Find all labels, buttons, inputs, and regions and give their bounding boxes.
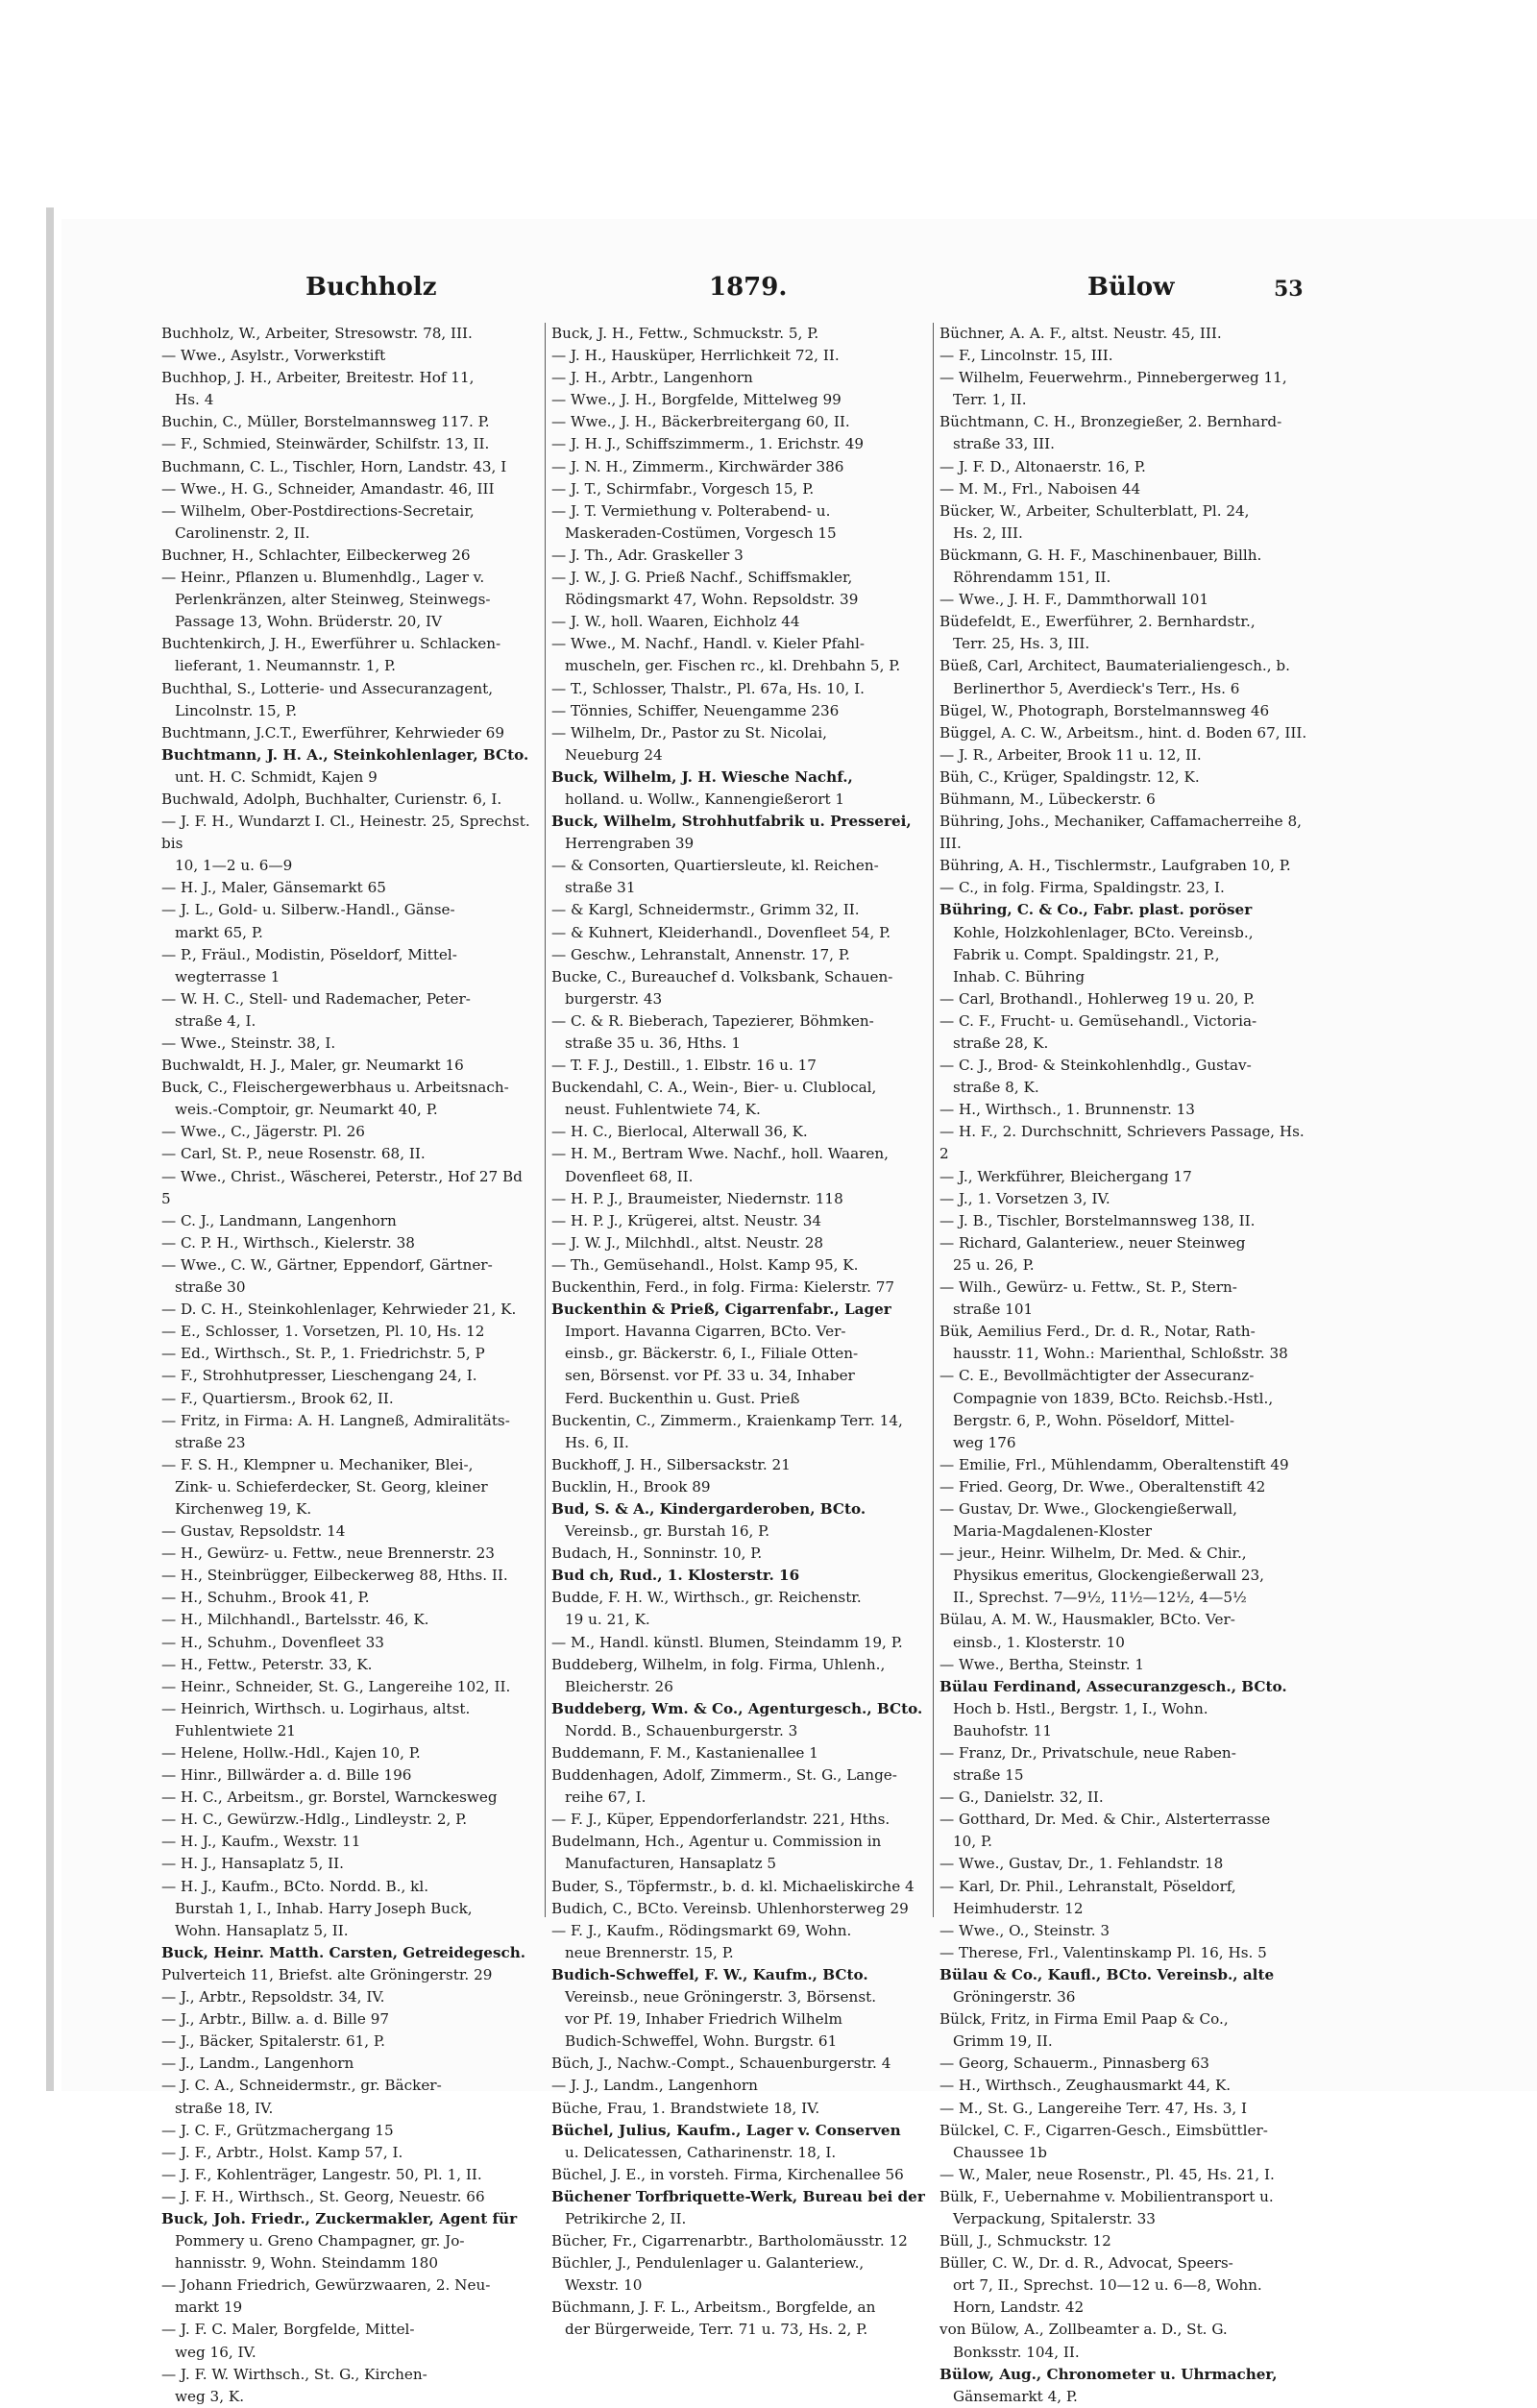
entry-continuation-line: Heimhuderstr. 12 [953,1899,1084,1917]
directory-entry: von Bülow, A., Zollbeamter a. D., St. G. [939,2321,1228,2339]
directory-entry: Büller, C. W., Dr. d. R., Advocat, Speers- [939,2254,1233,2273]
directory-entry: Büchtmann, C. H., Bronzegießer, 2. Bernhard- [939,413,1282,431]
directory-entry: — Wwe., J. H., Bäckerbreitergang 60, II. [551,413,850,431]
directory-column-2 [551,323,926,2339]
entry-continuation-line: Wohn. Hansaplatz 5, II. [175,1921,349,1939]
directory-entry: Bud, S. & A., Kindergarderoben, BCto. [551,1499,866,1518]
directory-entry: Büeß, Carl, Architect, Baumaterialiengesch., b. [939,657,1290,675]
entry-continuation-line: straße 35 u. 36, Hths. 1 [565,1034,741,1052]
directory-entry: — M. M., Frl., Naboisen 44 [939,479,1141,498]
directory-entry: Buddeberg, Wm. & Co., Agenturgesch., BCto. [551,1699,923,1717]
entry-continuation-line: Hs. 4 [175,391,214,409]
entry-continuation-line: Fuhlentwiete 21 [175,1721,296,1739]
directory-entry: — Wwe., C., Jägerstr. Pl. 26 [161,1123,365,1141]
directory-entry: Büll, J., Schmuckstr. 12 [939,2232,1111,2250]
directory-entry: — J. Th., Adr. Graskeller 3 [551,546,744,564]
directory-entry: — T., Schlosser, Thalstr., Pl. 67a, Hs. 10, I. [551,679,865,697]
directory-entry: Büh, C., Krüger, Spaldingstr. 12, K. [939,767,1200,786]
directory-entry: Büche, Frau, 1. Brandstwiete 18, IV. [551,2099,820,2117]
directory-entry: Buckhoff, J. H., Silbersackstr. 21 [551,1455,791,1473]
entry-continuation-line: Ferd. Buckenthin u. Gust. Prieß [565,1389,800,1407]
directory-entry: — D. C. H., Steinkohlenlager, Kehrwieder 21, K. [161,1301,517,1319]
directory-entry: — Therese, Frl., Valentinskamp Pl. 16, Hs. 5 [939,1943,1267,1961]
entry-continuation-line: Hoch b. Hstl., Bergstr. 1, I., Wohn. [953,1699,1208,1717]
directory-entry: Buddemann, F. M., Kastanienallee 1 [551,1744,818,1762]
entry-continuation-line: 25 u. 26, P. [953,1255,1035,1274]
directory-entry: — F., Quartiersm., Brook 62, II. [161,1389,394,1407]
directory-entry: — J. F. H., Wirthsch., St. Georg, Neuestr. 66 [161,2187,485,2205]
header-right-catchword: Bülow [1087,273,1175,302]
directory-entry: — J. W., holl. Waaren, Eichholz 44 [551,613,800,631]
directory-entry: Bucke, C., Bureauchef d. Volksbank, Schauen- [551,967,893,985]
directory-entry: — H. J., Kaufm., BCto. Nordd. B., kl. [161,1877,429,1895]
directory-entry: — J. H. J., Schiffszimmerm., 1. Erichstr. 49 [551,435,865,453]
column-divider [545,323,546,1917]
entry-continuation-line: Neueburg 24 [565,745,663,764]
entry-continuation-line: Budich-Schweffel, Wohn. Burgstr. 61 [565,2032,838,2051]
header-year: 1879. [709,273,788,302]
directory-entry: — C. J., Landmann, Langenhorn [161,1211,397,1229]
directory-entry: — Wwe., J. H. F., Dammthorwall 101 [939,591,1209,609]
directory-entry: Buder, S., Töpfermstr., b. d. kl. Michaeliskirche 4 [551,1877,915,1895]
directory-entry: — Wilhelm, Feuerwehrm., Pinnebergerweg 11, [939,369,1287,387]
entry-continuation-line: u. Delicatessen, Catharinenstr. 18, I. [565,2143,837,2161]
directory-entry: Buck, C., Fleischergewerbhaus u. Arbeitsnach- [161,1079,509,1097]
directory-entry: — C. J., Brod- & Steinkohlenhdlg., Gustav- [939,1057,1252,1075]
entry-continuation-line: Verpackung, Spitalerstr. 33 [953,2209,1156,2227]
directory-entry: Bücher, Fr., Cigarrenarbtr., Bartholomäusstr. 12 [551,2232,908,2250]
directory-entry: Buchtmann, J. H. A., Steinkohlenlager, BCto. [161,745,529,764]
directory-entry: — & Consorten, Quartiersleute, kl. Reichen- [551,857,879,875]
directory-entry: Buck, Wilhelm, Strohhutfabrik u. Presserei, [551,813,912,831]
directory-entry: — Wwe., Gustav, Dr., 1. Fehlandstr. 18 [939,1855,1224,1873]
directory-entry: Büchel, J. E., in vorsteh. Firma, Kirchenallee 56 [551,2165,904,2183]
entry-continuation-line: Wexstr. 10 [565,2276,643,2295]
directory-entry: — J. F., Kohlenträger, Langestr. 50, Pl. 1, II. [161,2165,482,2183]
entry-continuation-line: Manufacturen, Hansaplatz 5 [565,1855,777,1873]
directory-entry: — J., 1. Vorsetzen 3, IV. [939,1189,1110,1207]
directory-entry: — Geschw., Lehranstalt, Annenstr. 17, P. [551,945,850,963]
directory-entry: Büchner, A. A. F., altst. Neustr. 45, III. [939,325,1222,342]
directory-entry: — Wwe., M. Nachf., Handl. v. Kieler Pfahl- [551,635,866,653]
entry-continuation-line: Lincolnstr. 15, P. [175,701,298,719]
entry-continuation-line: Passage 13, Wohn. Brüderstr. 20, IV [175,613,442,631]
entry-continuation-line: Maria-Magdalenen-Kloster [953,1522,1153,1541]
directory-entry: — F. J., Küper, Eppendorferlandstr. 221, Hths. [551,1811,890,1829]
entry-continuation-line: burgerstr. 43 [565,989,663,1008]
directory-entry: Bud ch, Rud., 1. Klosterstr. 16 [551,1567,800,1585]
directory-entry: — Heinr., Schneider, St. G., Langereihe 102, II. [161,1677,511,1695]
entry-continuation-line: einsb., gr. Bäckerstr. 6, I., Filiale Otten- [565,1345,859,1363]
entry-continuation-line: unt. H. C. Schmidt, Kajen 9 [175,767,378,786]
entry-continuation-line: Physikus emeritus, Glockengießerwall 23, [953,1567,1264,1585]
directory-entry: — F. J., Kaufm., Rödingsmarkt 69, Wohn. [551,1921,852,1939]
entry-continuation-line: neust. Fuhlentwiete 74, K. [565,1101,761,1119]
directory-entry: — J., Werkführer, Bleichergang 17 [939,1167,1192,1185]
directory-entry: — H., Schuhm., Brook 41, P. [161,1589,370,1607]
entry-continuation-line: reihe 67, I. [565,1788,647,1807]
directory-entry: Buck, Heinr. Matth. Carsten, Getreidegesch. [161,1943,526,1961]
directory-entry: — Wwe., Asylstr., Vorwerkstift [161,347,386,365]
entry-continuation-line: Compagnie von 1839, BCto. Reichsb.-Hstl., [953,1389,1274,1407]
entry-continuation-line: Bonksstr. 104, II. [953,2343,1080,2361]
directory-entry: — Ed., Wirthsch., St. P., 1. Friedrichstr. 5, P [161,1345,485,1363]
page-header [163,273,1316,321]
directory-entry: — Wwe., Steinstr. 38, I. [161,1034,336,1052]
directory-entry: — J., Landm., Langenhorn [161,2055,354,2073]
directory-entry: Buddeberg, Wilhelm, in folg. Firma, Uhlenh., [551,1655,886,1673]
directory-entry: — Fried. Georg, Dr. Wwe., Oberaltenstift 42 [939,1477,1266,1496]
entry-continuation-line: Burstah 1, I., Inhab. Harry Joseph Buck, [175,1899,473,1917]
entry-continuation-line: holland. u. Wollw., Kannengießerort 1 [565,790,845,808]
directory-entry: — J. C. F., Grützmachergang 15 [161,2121,394,2139]
directory-entry: Buchholz, W., Arbeiter, Stresowstr. 78, III. [161,325,473,342]
entry-continuation-line: Chaussee 1b [953,2143,1048,2161]
directory-entry: — Emilie, Frl., Mühlendamm, Oberaltenstift 49 [939,1455,1289,1473]
directory-entry: — Heinrich, Wirthsch. u. Logirhaus, altst. [161,1699,471,1717]
directory-entry: Bücker, W., Arbeiter, Schulterblatt, Pl. 24, [939,501,1250,520]
directory-entry: — C. & R. Bieberach, Tapezierer, Böhmken- [551,1011,874,1030]
entry-continuation-line: straße 8, K. [953,1079,1039,1097]
directory-entry: Bülau, A. M. W., Hausmakler, BCto. Ver- [939,1611,1235,1629]
directory-entry: Büchener Torfbriquette-Werk, Bureau bei der [551,2187,925,2205]
directory-entry: — H. J., Maler, Gänsemarkt 65 [161,879,386,897]
column-divider [933,323,934,1917]
entry-continuation-line: Grimm 19, II. [953,2032,1053,2051]
directory-entry: Büdefeldt, E., Ewerführer, 2. Bernhardstr., [939,613,1256,631]
directory-entry: — jeur., Heinr. Wilhelm, Dr. Med. & Chir., [939,1545,1247,1563]
directory-entry: — Johann Friedrich, Gewürzwaaren, 2. Neu- [161,2276,491,2295]
directory-entry: — J. F. D., Altonaerstr. 16, P. [939,457,1146,475]
directory-entry: — H. M., Bertram Wwe. Nachf., holl. Waaren, [551,1145,890,1163]
directory-entry: — J. F. W. Wirthsch., St. G., Kirchen- [161,2365,427,2383]
entry-continuation-line: hannisstr. 9, Wohn. Steindamm 180 [175,2254,438,2273]
entry-continuation-line: straße 23 [175,1433,246,1451]
entry-continuation-line: 10, P. [953,1833,992,1851]
directory-entry: — T. F. J., Destill., 1. Elbstr. 16 u. 17 [551,1057,817,1075]
entry-continuation-line: Inhab. C. Bühring [953,967,1086,985]
directory-entry: — Heinr., Pflanzen u. Blumenhdlg., Lager v. [161,569,485,587]
entry-continuation-line: Berlinerthor 5, Averdieck's Terr., Hs. 6 [953,679,1240,697]
directory-entry: — J. J., Landm., Langenhorn [551,2077,758,2095]
directory-entry: — H., Wirthsch., Zeughausmarkt 44, K. [939,2077,1232,2095]
entry-continuation-line: Horn, Landstr. 42 [953,2299,1085,2317]
directory-entry: — P., Fräul., Modistin, Pöseldorf, Mittel- [161,945,457,963]
directory-entry: — Wilhelm, Dr., Pastor zu St. Nicolai, [551,723,827,742]
entry-continuation-line: Terr. 25, Hs. 3, III. [953,635,1090,653]
directory-entry: — E., Schlosser, 1. Vorsetzen, Pl. 10, Hs. 12 [161,1323,485,1341]
entry-continuation-line: Gröningerstr. 36 [953,1988,1076,2007]
directory-entry: — H. J., Kaufm., Wexstr. 11 [161,1833,361,1851]
directory-entry: Buchwald, Adolph, Buchhalter, Curienstr. 6, I. [161,790,502,808]
directory-entry: — H., Gewürz- u. Fettw., neue Brennerstr. 23 [161,1545,495,1563]
directory-entry: — G., Danielstr. 32, II. [939,1788,1104,1807]
directory-entry: — Georg, Schauerm., Pinnasberg 63 [939,2055,1209,2073]
directory-entry: — Wwe., O., Steinstr. 3 [939,1921,1110,1939]
directory-entry: Bügel, W., Photograph, Borstelmannsweg 46 [939,701,1270,719]
directory-entry: — J. R., Arbeiter, Brook 11 u. 12, II. [939,745,1202,764]
directory-entry: Büchler, J., Pendulenlager u. Galanteriew., [551,2254,865,2273]
directory-entry: — J. B., Tischler, Borstelmannsweg 138, II. [939,1211,1256,1229]
directory-entry: Buck, J. H., Fettw., Schmuckstr. 5, P. [551,325,819,342]
directory-entry: Buchmann, C. L., Tischler, Horn, Landstr. 43, I [161,457,507,475]
directory-entry: Buchtenkirch, J. H., Ewerführer u. Schlacken- [161,635,501,653]
directory-entry: Bülck, Fritz, in Firma Emil Paap & Co., [939,2010,1229,2029]
directory-entry: — & Kargl, Schneidermstr., Grimm 32, II. [551,901,860,919]
directory-entry: Bühring, A. H., Tischlermstr., Laufgraben 10, P. [939,857,1291,875]
entry-continuation-line: 19 u. 21, K. [565,1611,650,1629]
directory-entry: — H. J., Hansaplatz 5, II. [161,1855,344,1873]
directory-column-1 [161,323,536,2405]
entry-continuation-line: Herrengraben 39 [565,835,695,853]
directory-entry: Bülau Ferdinand, Assecuranzgesch., BCto. [939,1677,1287,1695]
directory-entry: — Carl, St. P., neue Rosenstr. 68, II. [161,1145,426,1163]
entry-continuation-line: markt 65, P. [175,923,263,941]
directory-entry: — J. F., Arbtr., Holst. Kamp 57, I. [161,2143,403,2161]
directory-entry: — J. C. A., Schneidermstr., gr. Bäcker- [161,2077,442,2095]
directory-entry: — Wwe., Bertha, Steinstr. 1 [939,1655,1145,1673]
entry-continuation-line: Bergstr. 6, P., Wohn. Pöseldorf, Mittel- [953,1411,1234,1429]
directory-entry: — Gustav, Dr. Wwe., Glockengießerwall, [939,1499,1237,1518]
directory-entry: Buckenthin & Prieß, Cigarrenfabr., Lager [551,1301,891,1319]
directory-entry: — F., Strohhutpresser, Lieschengang 24, I. [161,1367,477,1385]
directory-entry: — J. H., Arbtr., Langenhorn [551,369,753,387]
directory-entry: — H., Steinbrügger, Eilbeckerweg 88, Hths. II. [161,1567,508,1585]
entry-continuation-line: Rödingsmarkt 47, Wohn. Repsoldstr. 39 [565,591,859,609]
directory-entry: — H., Milchhandl., Bartelsstr. 46, K. [161,1611,429,1629]
directory-entry: Bühmann, M., Lübeckerstr. 6 [939,790,1156,808]
directory-entry: — J. F. H., Wundarzt I. Cl., Heinestr. 25, Sprechst. bis [161,813,535,853]
directory-entry: Buchner, H., Schlachter, Eilbeckerweg 26 [161,546,471,564]
directory-entry: — J., Arbtr., Repsoldstr. 34, IV. [161,1988,385,2007]
directory-entry: — H. P. J., Krügerei, altst. Neustr. 34 [551,1211,822,1229]
directory-entry: Bülk, F., Uebernahme v. Mobilientransport u. [939,2187,1274,2205]
directory-entry: — Carl, Brothandl., Hohlerweg 19 u. 20, P. [939,989,1256,1008]
directory-entry: Buchin, C., Müller, Borstelmannsweg 117. P. [161,413,490,431]
directory-entry: Bük, Aemilius Ferd., Dr. d. R., Notar, Rath- [939,1323,1256,1341]
entry-continuation-line: lieferant, 1. Neumannstr. 1, P. [175,657,396,675]
directory-entry: — Wilhelm, Ober-Postdirections-Secretair, [161,501,475,520]
directory-entry: — H., Fettw., Peterstr. 33, K. [161,1655,373,1673]
entry-continuation-line: vor Pf. 19, Inhaber Friedrich Wilhelm [565,2010,842,2029]
directory-entry: — F., Schmied, Steinwärder, Schilfstr. 13, II. [161,435,490,453]
entry-continuation-line: straße 18, IV. [175,2099,274,2117]
entry-continuation-line: ort 7, II., Sprechst. 10—12 u. 6—8, Wohn. [953,2276,1262,2295]
entry-continuation-line: Maskeraden-Costümen, Vorgesch 15 [565,523,837,542]
directory-entry: — J. W. J., Milchhdl., altst. Neustr. 28 [551,1233,824,1252]
directory-entry: Buchtmann, J.C.T., Ewerführer, Kehrwieder 69 [161,723,504,742]
directory-entry: — F., Lincolnstr. 15, III. [939,347,1113,365]
directory-entry: Buchwaldt, H. J., Maler, gr. Neumarkt 16 [161,1057,464,1075]
entry-continuation-line: straße 4, I. [175,1011,256,1030]
directory-entry: — Wwe., J. H., Borgfelde, Mittelweg 99 [551,391,842,409]
directory-entry: Buck, Joh. Friedr., Zuckermakler, Agent für [161,2209,518,2227]
directory-entry: — C. P. H., Wirthsch., Kielerstr. 38 [161,1233,415,1252]
entry-continuation-line: muscheln, ger. Fischen rc., kl. Drehbahn 5, P. [565,657,901,675]
entry-continuation-line: der Bürgerweide, Terr. 71 u. 73, Hs. 2, P. [565,2321,868,2339]
entry-continuation-line: weg 176 [953,1433,1016,1451]
directory-entry: — C. E., Bevollmächtigter der Assecuranz- [939,1367,1255,1385]
directory-entry: — H., Schuhm., Dovenfleet 33 [161,1633,384,1651]
directory-entry: — H. C., Arbeitsm., gr. Borstel, Warnckesweg [161,1788,498,1807]
entry-continuation-line: Petrikirche 2, II. [565,2209,687,2227]
directory-entry: — J. W., J. G. Prieß Nachf., Schiffsmakler, [551,569,853,587]
directory-entry: Budich-Schweffel, F. W., Kaufm., BCto. [551,1965,868,1983]
directory-entry: — Fritz, in Firma: A. H. Langneß, Admiralitäts- [161,1411,510,1429]
directory-entry: Bühring, Johs., Mechaniker, Caffamacherreihe 8, III. [939,813,1306,853]
entry-continuation-line: Nordd. B., Schauenburgerstr. 3 [565,1721,798,1739]
directory-entry: Bückmann, G. H. F., Maschinenbauer, Billh. [939,546,1262,564]
entry-continuation-line: straße 30 [175,1278,246,1297]
entry-continuation-line: weg 3, K. [175,2387,245,2405]
directory-entry: Bülckel, C. F., Cigarren-Gesch., Eimsbüttler- [939,2121,1268,2139]
directory-entry: — Gotthard, Dr. Med. & Chir., Alsterterrasse [939,1811,1271,1829]
entry-continuation-line: Hs. 2, III. [953,523,1023,542]
entry-continuation-line: straße 28, K. [953,1034,1049,1052]
directory-entry: — J. H., Hausküper, Herrlichkeit 72, II. [551,347,840,365]
directory-entry: Buddenhagen, Adolf, Zimmerm., St. G., Lange- [551,1766,897,1785]
directory-entry: — Wwe., H. G., Schneider, Amandastr. 46, III [161,479,495,498]
page-number: 53 [1274,277,1304,302]
directory-entry: Büggel, A. C. W., Arbeitsm., hint. d. Boden 67, III. [939,723,1307,742]
entry-continuation-line: 10, 1—2 u. 6—9 [175,857,293,875]
directory-entry: Pulverteich 11, Briefst. alte Gröningerstr. 29 [161,1965,493,1983]
directory-entry: — H. C., Gewürzw.-Hdlg., Lindleystr. 2, P. [161,1811,468,1829]
entry-continuation-line: straße 15 [953,1766,1024,1785]
directory-entry: Budde, F. H. W., Wirthsch., gr. Reichenstr. [551,1589,862,1607]
entry-continuation-line: markt 19 [175,2299,243,2317]
entry-continuation-line: Terr. 1, II. [953,391,1027,409]
directory-entry: Buckentin, C., Zimmerm., Kraienkamp Terr. 14, [551,1411,903,1429]
directory-entry: Bülau & Co., Kaufl., BCto. Vereinsb., alte [939,1965,1275,1983]
directory-entry: — Gustav, Repsoldstr. 14 [161,1522,346,1541]
entry-continuation-line: Import. Havanna Cigarren, BCto. Ver- [565,1323,846,1341]
entry-continuation-line: neue Brennerstr. 15, P. [565,1943,734,1961]
directory-column-3 [939,323,1314,2405]
entry-continuation-line: sen, Börsenst. vor Pf. 33 u. 34, Inhaber [565,1367,855,1385]
directory-entry: Bühring, C. & Co., Fabr. plast. poröser [939,901,1253,919]
entry-continuation-line: straße 31 [565,879,636,897]
directory-entry: — J., Arbtr., Billw. a. d. Bille 97 [161,2010,390,2029]
directory-entry: Budich, C., BCto. Vereinsb. Uhlenhorsterweg 29 [551,1899,909,1917]
entry-continuation-line: Fabrik u. Compt. Spaldingstr. 21, P., [953,945,1220,963]
entry-continuation-line: Vereinsb., neue Gröningerstr. 3, Börsenst. [565,1988,877,2007]
directory-entry: — Richard, Galanteriew., neuer Steinweg [939,1233,1246,1252]
directory-entry: — Franz, Dr., Privatschule, neue Raben- [939,1744,1236,1762]
header-left-catchword: Buchholz [305,273,437,302]
directory-entry: — Wilh., Gewürz- u. Fettw., St. P., Stern- [939,1278,1237,1297]
entry-continuation-line: Carolinenstr. 2, II. [175,523,310,542]
entry-continuation-line: hausstr. 11, Wohn.: Marienthal, Schloßstr. 38 [953,1345,1288,1363]
directory-entry: — W., Maler, neue Rosenstr., Pl. 45, Hs. 21, I. [939,2165,1275,2183]
directory-entry: Bucklin, H., Brook 89 [551,1477,711,1496]
directory-entry: Büchmann, J. F. L., Arbeitsm., Borgfelde, an [551,2299,876,2317]
directory-entry: Buckenthin, Ferd., in folg. Firma: Kielerstr. 77 [551,1278,895,1297]
directory-entry: Büchel, Julius, Kaufm., Lager v. Conserven [551,2121,901,2139]
entry-continuation-line: Pommery u. Greno Champagner, gr. Jo- [175,2232,465,2250]
entry-continuation-line: wegterrasse 1 [175,967,281,985]
entry-continuation-line: Kirchenweg 19, K. [175,1499,312,1518]
entry-continuation-line: Röhrendamm 151, II. [953,569,1111,587]
entry-continuation-line: straße 33, III. [953,435,1055,453]
directory-entry: — J. T. Vermiethung v. Polterabend- u. [551,501,831,520]
directory-entry: — & Kuhnert, Kleiderhandl., Dovenfleet 54, P. [551,923,891,941]
entry-continuation-line: Vereinsb., gr. Burstah 16, P. [565,1522,770,1541]
directory-entry: — J. N. H., Zimmerm., Kirchwärder 386 [551,457,844,475]
directory-entry: Büch, J., Nachw.-Compt., Schauenburgerstr. 4 [551,2055,891,2073]
entry-continuation-line: weg 16, IV. [175,2343,256,2361]
directory-entry: — Karl, Dr. Phil., Lehranstalt, Pöseldorf, [939,1877,1236,1895]
directory-entry: — Th., Gemüsehandl., Holst. Kamp 95, K. [551,1255,859,1274]
directory-entry: — W. H. C., Stell- und Rademacher, Peter- [161,989,471,1008]
directory-entry: — Tönnies, Schiffer, Neuengamme 236 [551,701,840,719]
directory-entry: Budach, H., Sonninstr. 10, P. [551,1545,763,1563]
directory-entry: Buchthal, S., Lotterie- und Assecuranzagent, [161,679,494,697]
directory-entry: — J. T., Schirmfabr., Vorgesch 15, P. [551,479,815,498]
directory-entry: Bülow, Aug., Chronometer u. Uhrmacher, [939,2365,1278,2383]
entry-continuation-line: Bleicherstr. 26 [565,1677,673,1695]
entry-continuation-line: Hs. 6, II. [565,1433,629,1451]
directory-entry: — H. C., Bierlocal, Alterwall 36, K. [551,1123,808,1141]
entry-continuation-line: straße 101 [953,1301,1034,1319]
directory-entry: — C. F., Frucht- u. Gemüsehandl., Victoria- [939,1011,1257,1030]
directory-entry: — H., Wirthsch., 1. Brunnenstr. 13 [939,1101,1195,1119]
directory-entry: — Hinr., Billwärder a. d. Bille 196 [161,1766,412,1785]
entry-continuation-line: Bauhofstr. 11 [953,1721,1053,1739]
entry-continuation-line: II., Sprechst. 7—9½, 11½—12½, 4—5½ [953,1589,1247,1607]
directory-entry: Buckendahl, C. A., Wein-, Bier- u. Clublocal, [551,1079,877,1097]
directory-entry: — M., Handl. künstl. Blumen, Steindamm 19, P. [551,1633,903,1651]
entry-continuation-line: einsb., 1. Klosterstr. 10 [953,1633,1125,1651]
directory-entry: — F. S. H., Klempner u. Mechaniker, Blei-, [161,1455,474,1473]
directory-entry: — J., Bäcker, Spitalerstr. 61, P. [161,2032,385,2051]
directory-entry: — Wwe., C. W., Gärtner, Eppendorf, Gärtner- [161,1255,493,1274]
directory-entry: — J. F. C. Maler, Borgfelde, Mittel- [161,2321,415,2339]
directory-entry: Budelmann, Hch., Agentur u. Commission in [551,1833,882,1851]
directory-entry: — M., St. G., Langereihe Terr. 47, Hs. 3, I [939,2099,1248,2117]
book-binding-edge [46,207,54,2091]
directory-entry: — Wwe., Christ., Wäscherei, Peterstr., Hof 27 Bd 5 [161,1167,527,1207]
entry-continuation-line: Zink- u. Schieferdecker, St. Georg, kleiner [175,1477,488,1496]
entry-continuation-line: weis.-Comptoir, gr. Neumarkt 40, P. [175,1101,438,1119]
directory-entry: — H. P. J., Braumeister, Niedernstr. 118 [551,1189,843,1207]
directory-entry: — C., in folg. Firma, Spaldingstr. 23, I. [939,879,1225,897]
directory-entry: Buck, Wilhelm, J. H. Wiesche Nachf., [551,767,853,786]
directory-entry: — H. F., 2. Durchschnitt, Schrievers Passage, Hs. 2 [939,1123,1309,1163]
directory-entry: Buchhop, J. H., Arbeiter, Breitestr. Hof 11, [161,369,475,387]
entry-continuation-line: Gänsemarkt 4, P. [953,2387,1078,2405]
directory-entry: — Helene, Hollw.-Hdl., Kajen 10, P. [161,1744,421,1762]
directory-entry: — J. L., Gold- u. Silberw.-Handl., Gänse- [161,901,455,919]
entry-continuation-line: Dovenfleet 68, II. [565,1167,694,1185]
entry-continuation-line: Kohle, Holzkohlenlager, BCto. Vereinsb., [953,923,1254,941]
entry-continuation-line: Perlenkränzen, alter Steinweg, Steinwegs- [175,591,491,609]
